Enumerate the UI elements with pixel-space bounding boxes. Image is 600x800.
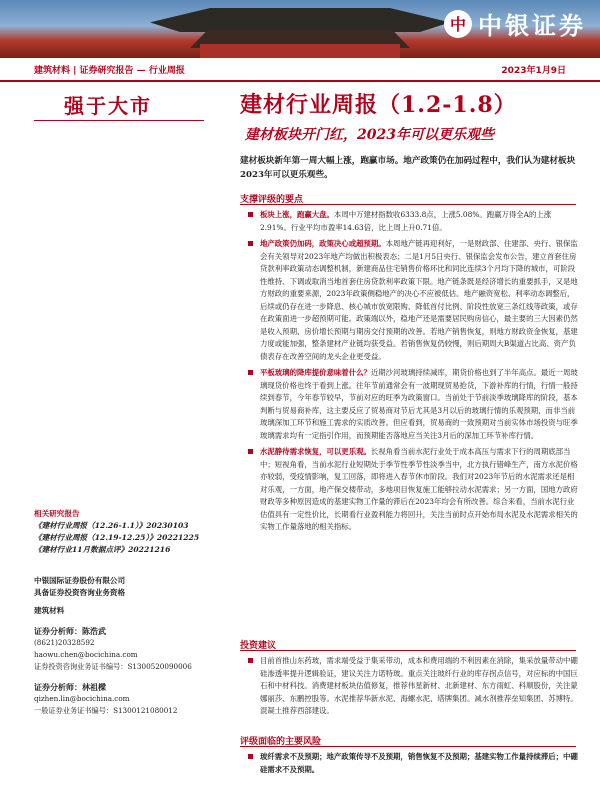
analyst-cert: 证券投资咨询业务证书编号：S1300520090006 — [34, 662, 192, 671]
analyst-phone: (8621)20328592 — [34, 638, 95, 647]
analyst-cert: 一般证券业务证书编号：S1300121080012 — [34, 706, 178, 715]
header-banner — [0, 0, 600, 58]
key-point-lead: 地产政策仍加码，政策决心或超预期。 — [260, 239, 386, 248]
analyst-name: 证券分析师：林祖樑 — [34, 682, 106, 692]
section-divider — [240, 650, 576, 651]
investment-heading: 投资建议 — [240, 641, 277, 651]
investment-list — [248, 655, 578, 722]
breadcrumb: 建筑材料 | 证券研究报告 — 行业周报 — [34, 65, 185, 76]
key-point-lead: 水泥静待需求恢复，可以更乐观。 — [260, 447, 371, 456]
analyst-spacer — [34, 673, 224, 681]
palace-hall-image — [200, 44, 400, 58]
report-date: 2023年1月9日 — [501, 65, 566, 76]
related-reports — [34, 508, 224, 556]
analyst-email[interactable]: qizhen.lin@bocichina.com — [34, 694, 130, 703]
key-point-text: 近期沙河玻璃持续减库，期货价格也到了半年高点。最近一周玻璃现货价格也终于看到上涨。往年节前通常会有一波期现贸易抢货，下游补库的行情，行情一般持续到春节，今年春节较早，节前对应的旺季为政策窗口。当前处于节前淡季玻璃降库的阶段，基本判断与贸易商补库，这主要反应了贸易商对节后尤其是3月以后的玻璃行情的乐观预期，而非当前玻璃深加工环节和施工需求的实质改善。但应看到，贸易商的一致预期对当前实体市场投资与旺季玻璃需求均有一定指引作用，而预期能否落地应当关注3月后的深加工环节补库行情。 — [260, 368, 578, 440]
section-divider — [240, 746, 576, 747]
rating-divider — [34, 120, 204, 121]
key-point-lead: 板块上涨，跑赢大盘。 — [260, 210, 334, 219]
key-point-item — [248, 367, 578, 442]
risk-heading: 评级面临的主要风险 — [240, 737, 322, 747]
investment-item — [248, 655, 578, 718]
brand-name: 中银证券 — [478, 12, 586, 40]
key-point-item — [248, 209, 578, 234]
palace-roof-image — [150, 8, 450, 32]
org-sector: 建筑材料 — [34, 606, 65, 615]
related-report-link[interactable]: 《建材行业11月数据点评》20221216 — [34, 545, 171, 554]
org-qualification: 具备证券投资咨询业务资格 — [34, 588, 126, 597]
organization-info — [34, 575, 224, 617]
rating-label: 强于大市 — [64, 94, 152, 118]
risk-text: 玻纤需求不及预期；地产政策传导不及预期，销售恢复不及预期；基建实物工作量持续滞后；中硼硅需求不及预期。 — [260, 752, 578, 774]
org-name: 中银国际证券股份有限公司 — [34, 576, 126, 585]
related-report-link[interactable]: 《建材行业周报（12.19-12.25）》20221225 — [34, 533, 200, 542]
analyst-email[interactable]: haowu.chen@bocichina.com — [34, 650, 138, 659]
key-point-lead: 平板玻璃的降库提价意味着什么？ — [260, 368, 371, 377]
key-point-item — [248, 446, 578, 534]
risk-list — [248, 751, 578, 780]
key-point-text: 本周中万建材指数收6333.8点，上涨5.08%。跑赢万得全A的上涨2.91%。行业平均市盈率14.63倍，比上周上升0.71倍。 — [260, 210, 552, 232]
section-divider — [240, 204, 576, 205]
report-subtitle: 建材板块开门红，2023年可以更乐观些 — [245, 127, 494, 143]
report-title: 建材行业周报（1.2-1.8） — [240, 92, 517, 118]
investment-text: 目前首推山东药玻，需求端受益于集采带动，成本和费用端的不利因素在消除，集采放量带动中硼硅渗透率提升逻辑验证，建议关注力诺特玻。重点关注玻纤行业的库存拐点信号，对应标的中国巨石和中材科技。消费建材板块估值修复，推荐伟星新材、北新建材、东方雨虹、科顺股份，关注蒙娜丽莎、东鹏控股等。水泥推荐华新水泥、海螺水泥、塔牌集团。减水剂推荐垒知集团、苏博特。混凝土推荐西部建设。 — [260, 656, 578, 715]
key-point-text: 本周地产链再迎利好，一是财政部、住建部、央行、银保监会有关领导对2023年地产均做出积极表态；二是1月5日央行、银保监会发布公告，建立首套住房贷款利率政策动态调整机制，新建商品住宅销售价格环比和同比连续3个月均下降的城市，可阶段性维持、下调或取消当地首套住房贷款利率政策下限。地产链条既是经济增长的重要抓手，又是地方财政的重要来源，2023年政策侧稳地产的决心不应被低估。地产融资宽松、利率动态调整后，后续或仍存在进一步降息、核心城市放宽限购、降低首付比例、阶段性放宽三条红线等政策，或存在政策面进一步超预期可能。政策端以外，稳地产还是需要居民购房信心，最主要的三大因素仍然是收入预期、房价增长预期与期房交付预期的改善。若地产销售恢复，则地方财政资金恢复，基建力度或能加强，整条建材产业链均获受益。若销售恢复仍较慢，则后期周大B渠道占比高、资产负债表存在改善空间的龙头企业更受益。 — [260, 239, 578, 361]
brand-logo — [444, 6, 586, 41]
analyst-name: 证券分析师：陈浩武 — [34, 626, 106, 636]
key-point-item — [248, 238, 578, 363]
related-reports-heading: 相关研究报告 — [34, 509, 80, 518]
analyst-info — [34, 625, 224, 717]
key-point-text: 长视角看当前水泥行业处于成本高压与需求下行的周期底部当中；短视角看，当前水泥行业短期处于季节性季节性淡季当中，北方执行错峰生产，南方水泥价格亦较弱，受疫情影响，复工回落，即将进入春节休市阶段。我们对2023年节后的水泥需求还是相对乐观，一方面，地产保交楼带动，多地项目恢复施工能够拉动水泥需求；另一方面，国地方政府财政等多种原因造成的基建实物工作量的滞后在2023年均会有所改善。综合来看，当前水泥行业估值具有一定性价比，长期看行业盈利能力将回升，关注当前时点开始布局水泥及水泥需求相关的实物工作量落地的相关指标。 — [260, 447, 578, 531]
related-report-link[interactable]: 《建材行业周报（12.26-1.1）》20230103 — [34, 521, 189, 530]
key-points-heading: 支撑评级的要点 — [240, 195, 304, 205]
key-points-list — [248, 209, 578, 538]
summary-paragraph: 建材板块新年第一周大幅上涨，跑赢市场。地产政策仍在加码过程中，我们认为建材板块2023年可以更乐观些。 — [240, 156, 576, 180]
report-meta-bar — [0, 58, 600, 82]
risk-item — [248, 751, 578, 776]
boc-logo-icon: 中 — [444, 10, 472, 38]
